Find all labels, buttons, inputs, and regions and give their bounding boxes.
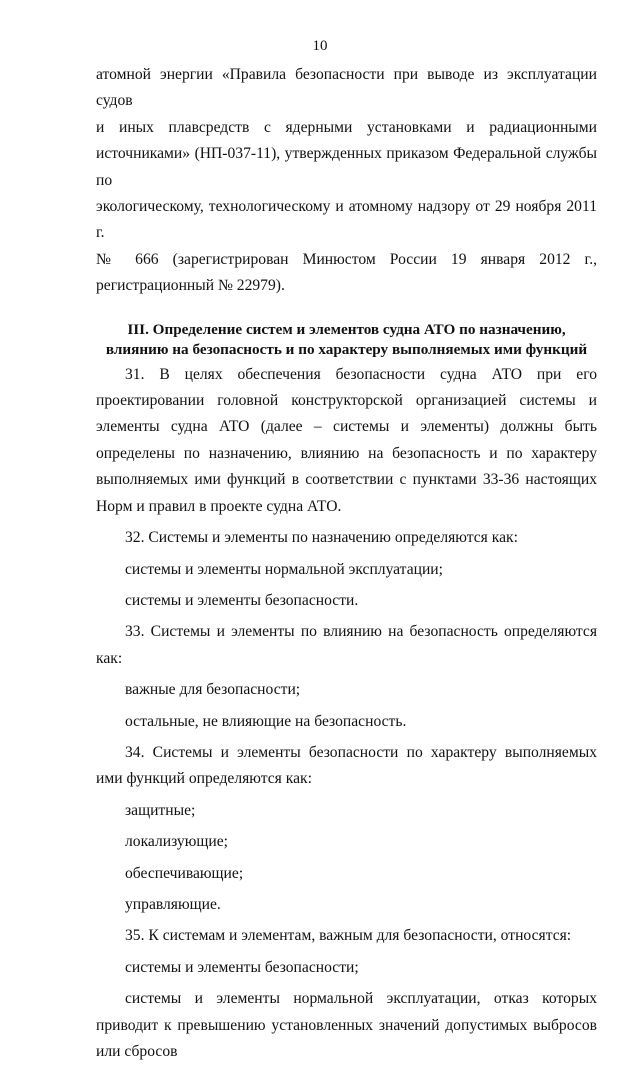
document-body (96, 62, 597, 1065)
section-heading-line: влиянию на безопасность и по характеру выполняемых ими функций (105, 340, 588, 358)
list-item: управляющие. (125, 895, 221, 913)
paragraph-35-continuation: системы и элементы нормальной эксплуатации, отказ которых приводит к превышению установленных значений допустимых выбросов или сбросов (96, 990, 597, 1060)
list-item: системы и элементы безопасности. (125, 591, 359, 609)
list-item: системы и элементы безопасности; (125, 958, 359, 976)
intro-line: источниками» (НП-037-11), утвержденных приказом Федеральной службы по (96, 145, 597, 189)
list-item: системы и элементы нормальной эксплуатации; (125, 560, 443, 578)
paragraph-33: 33. Системы и элементы по влиянию на безопасность определяются как: (96, 623, 597, 667)
list-item: защитные; (125, 801, 196, 819)
intro-line: экологическому, технологическому и атомному надзору от 29 ноября 2011 г. (96, 198, 597, 242)
paragraph-31: 31. В целях обеспечения безопасности судна АТО при его проектировании головной конструкторской организацией системы и элементы судна АТО (далее – системы и элементы) должны быть определены по назначению, влиянию на безопасность и по характеру выполняемых ими функций в соответствии с пунктами 33-36 настоящих Норм и правил в проекте судна АТО. (96, 365, 597, 515)
section-heading-line: III. Определение систем и элементов судна АТО по назначению, (127, 320, 566, 338)
list-item: остальные, не влияющие на безопасность. (125, 712, 407, 730)
page-number: 10 (312, 38, 328, 54)
intro-line: регистрационный № 22979). (96, 277, 285, 295)
intro-line: и иных плавсредств с ядерными установками и радиационными (96, 118, 597, 136)
paragraph-35: 35. К системам и элементам, важным для безопасности, относятся: (125, 927, 572, 945)
list-item: локализующие; (125, 833, 228, 851)
paragraph-32: 32. Системы и элементы по назначению определяются как: (125, 529, 518, 547)
intro-line: № 666 (зарегистрирован Минюстом России 19 января 2012 г., (96, 250, 597, 268)
section-heading (96, 320, 597, 360)
list-item: важные для безопасности; (125, 681, 301, 699)
paragraph-34: 34. Системы и элементы безопасности по характеру выполняемых ими функций определяются как: (96, 743, 597, 788)
list-item: обеспечивающие; (125, 864, 244, 882)
intro-line: атомной энергии «Правила безопасности при выводе из эксплуатации судов (96, 66, 597, 110)
